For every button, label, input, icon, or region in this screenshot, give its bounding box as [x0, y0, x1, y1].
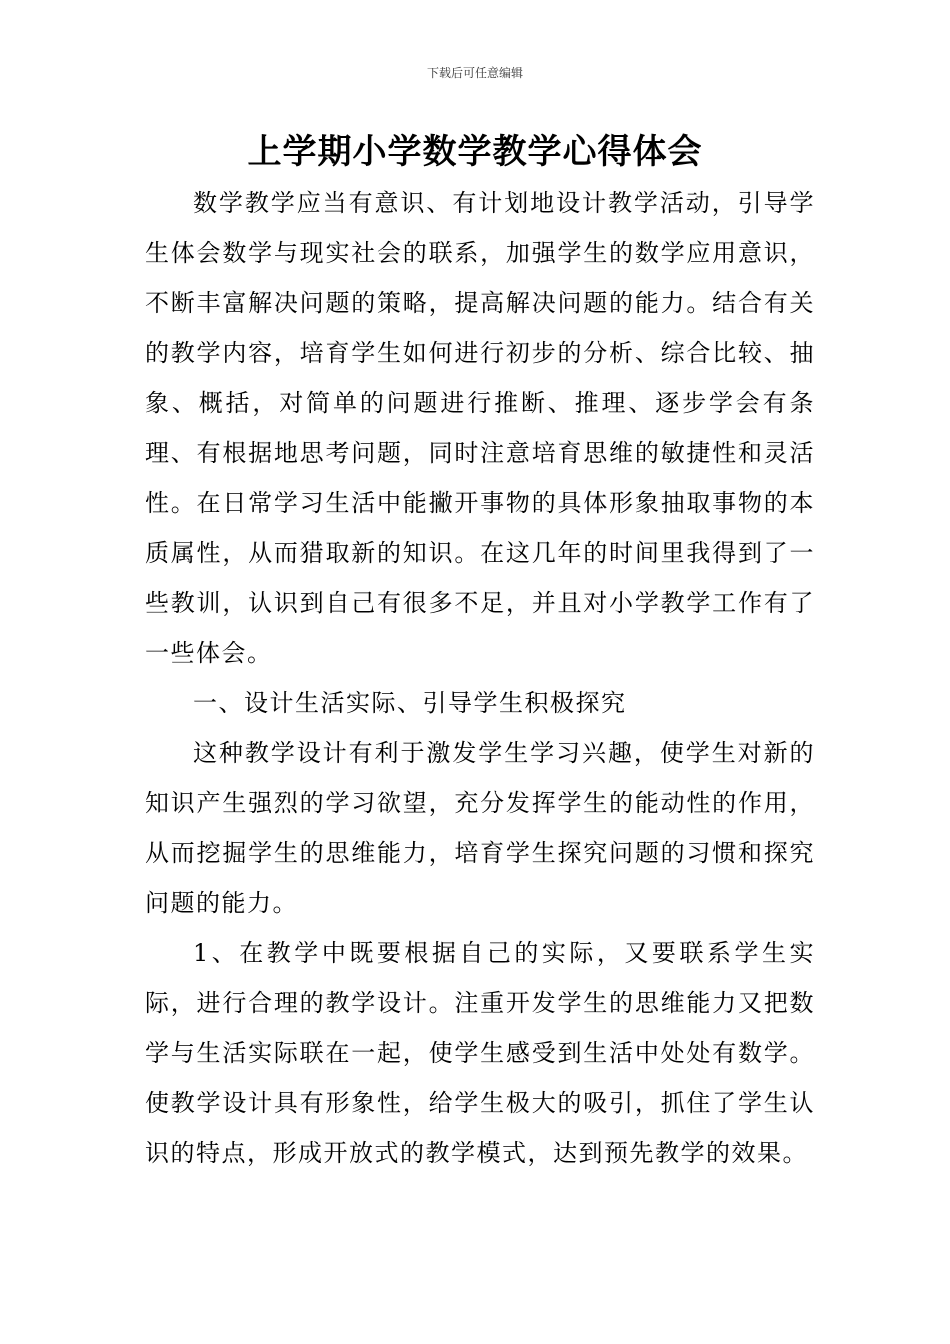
document-body	[145, 178, 815, 1178]
paragraph-section-1: 这种教学设计有利于激发学生学习兴趣，使学生对新的知识产生强烈的学习欲望，充分发挥学生的能动性的作用，从而挖掘学生的思维能力，培育学生探究问题的习惯和探究问题的能力。	[145, 739, 815, 917]
section-heading-1: 一、设计生活实际、引导学生积极探究	[193, 689, 627, 717]
document-title: 上学期小学数学教学心得体会	[247, 132, 703, 172]
paragraph-point-1: 1、在教学中既要根据自己的实际，又要联系学生实际，进行合理的教学设计。注重开发学生的思维能力又把数学与生活实际联在一起，使学生感受到生活中处处有数学。使教学设计具有形象性，给学生极大的吸引，抓住了学生认识的特点，形成开放式的教学模式，达到预先教学的效果。	[145, 939, 815, 1167]
header-note: 下载后可任意编辑	[426, 66, 523, 80]
paragraph-intro: 数学教学应当有意识、有计划地设计教学活动，引导学生体会数学与现实社会的联系，加强学生的数学应用意识，不断丰富解决问题的策略，提高解决问题的能力。结合有关的教学内容，培育学生如何进行初步的分析、综合比较、抽象、概括，对简单的问题进行推断、推理、逐步学会有条理、有根据地思考问题，同时注意培育思维的敏捷性和灵活性。在日常学习生活中能撇开事物的具体形象抽取事物的本质属性，从而猎取新的知识。在这几年的时间里我得到了一些教训，认识到自己有很多不足，并且对小学教学工作有了一些体会。	[145, 189, 815, 667]
